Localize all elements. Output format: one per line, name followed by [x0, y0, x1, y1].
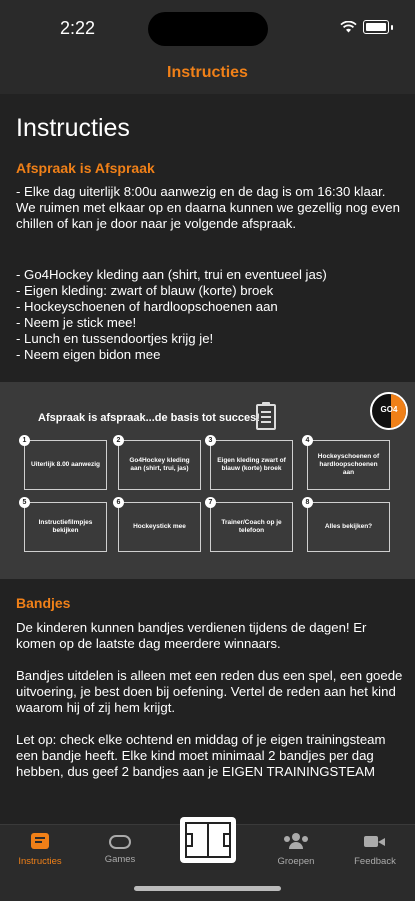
page-title: Instructies	[16, 114, 130, 142]
infographic-box	[307, 440, 390, 490]
navigation-bar	[0, 54, 415, 94]
section-heading-bandjes: Bandjes	[16, 595, 71, 611]
video-camera-icon	[364, 833, 386, 849]
list-item: - Hockeyschoenen of hardloopschoenen aan	[16, 299, 278, 314]
field-button[interactable]	[180, 817, 236, 863]
list-item: - Lunch en tussendoortjes krijg je!	[16, 331, 214, 346]
infographic-box	[118, 502, 201, 552]
list-item: - Go4Hockey kleding aan (shirt, trui en eventueel jas)	[16, 267, 327, 282]
gamepad-icon	[109, 835, 131, 849]
bandjes-paragraph: Let op: check elke ochtend en middag of je eigen trainingsteam een bandje heeft. Elke kind moet minimaal 2 bandjes per dag hebben, dus geef 2 bandjes aan je EIGEN TRAININGSTEAM	[16, 732, 386, 779]
box-number: 1	[19, 435, 30, 446]
tab-groepen[interactable]	[260, 833, 332, 867]
afspraak-list	[16, 267, 406, 363]
box-number: 3	[205, 435, 216, 446]
section-heading-afspraak: Afspraak is Afspraak	[16, 160, 155, 176]
box-label: Hockeystick mee	[133, 523, 186, 530]
box-label: Go4Hockey kleding aan (shirt, trui, jas)	[129, 457, 190, 472]
clipboard-icon	[256, 404, 276, 430]
chat-icon	[31, 833, 49, 849]
battery-icon	[363, 20, 389, 34]
box-number: 5	[19, 497, 30, 508]
infographic-box	[24, 502, 107, 552]
box-number: 6	[113, 497, 124, 508]
status-bar	[0, 0, 415, 54]
group-icon	[284, 833, 308, 849]
box-number: 7	[205, 497, 216, 508]
box-number: 2	[113, 435, 124, 446]
bandjes-paragraph: Bandjes uitdelen is alleen met een reden dus een spel, een goede uitvoering, je best doen bij oefening. Vertel de reden aan het kind waarom hij of zij hem krijgt.	[16, 668, 403, 715]
tab-games[interactable]	[84, 833, 156, 865]
instructions-content[interactable]	[0, 94, 415, 794]
infographic-box	[118, 440, 201, 490]
afspraak-paragraph: - Elke dag uiterlijk 8:00u aanwezig en de dag is om 16:30 klaar. We ruimen met elkaar op en daarna kunnen we gezellig nog even chillen of kan je door naar je volgende afspraak.	[16, 184, 400, 231]
list-item: - Neem je stick mee!	[16, 315, 137, 330]
logo-text: GO4	[380, 405, 398, 414]
box-label: Alles bekijken?	[324, 523, 373, 530]
nav-title: Instructies	[167, 64, 248, 81]
infographic-box	[307, 502, 390, 552]
wifi-icon	[340, 21, 357, 33]
tab-label: Games	[104, 854, 136, 865]
infographic-box	[210, 502, 293, 552]
infographic-title: Afspraak is afspraak...de basis tot succes!	[38, 412, 260, 424]
bandjes-paragraph: De kinderen kunnen bandjes verdienen tijdens de dagen! Er komen op de laatste dag meerdere winnaars.	[16, 620, 367, 651]
box-label: Uiterlijk 8.00 aanwezig	[31, 461, 101, 468]
status-icons	[340, 20, 393, 34]
afspraak-infographic	[0, 382, 415, 579]
infographic-box	[210, 440, 293, 490]
box-number: 8	[302, 497, 313, 508]
tab-label: Instructies	[18, 856, 62, 867]
status-time: 2:22	[60, 18, 96, 38]
box-label: Instructiefilmpjes bekijken	[38, 519, 93, 534]
pitch-icon	[185, 822, 231, 858]
tab-instructies[interactable]	[4, 833, 76, 867]
tab-feedback[interactable]	[339, 833, 411, 867]
go4hockey-logo	[370, 392, 408, 430]
list-item: - Eigen kleding: zwart of blauw (korte) broek	[16, 283, 274, 298]
box-label: Trainer/Coach op je telefoon	[221, 519, 282, 534]
battery-tip-icon	[391, 25, 393, 30]
box-number: 4	[302, 435, 313, 446]
home-indicator	[134, 886, 281, 891]
dynamic-island	[148, 12, 268, 46]
box-label: Eigen kleding zwart of blauw (korte) broek	[217, 457, 286, 472]
infographic-box	[24, 440, 107, 490]
tab-label: Feedback	[354, 856, 396, 867]
tab-label: Groepen	[277, 856, 315, 867]
box-label: Hockeyschoenen of hardloopschoenen aan	[317, 453, 380, 476]
list-item: - Neem eigen bidon mee	[16, 347, 161, 362]
